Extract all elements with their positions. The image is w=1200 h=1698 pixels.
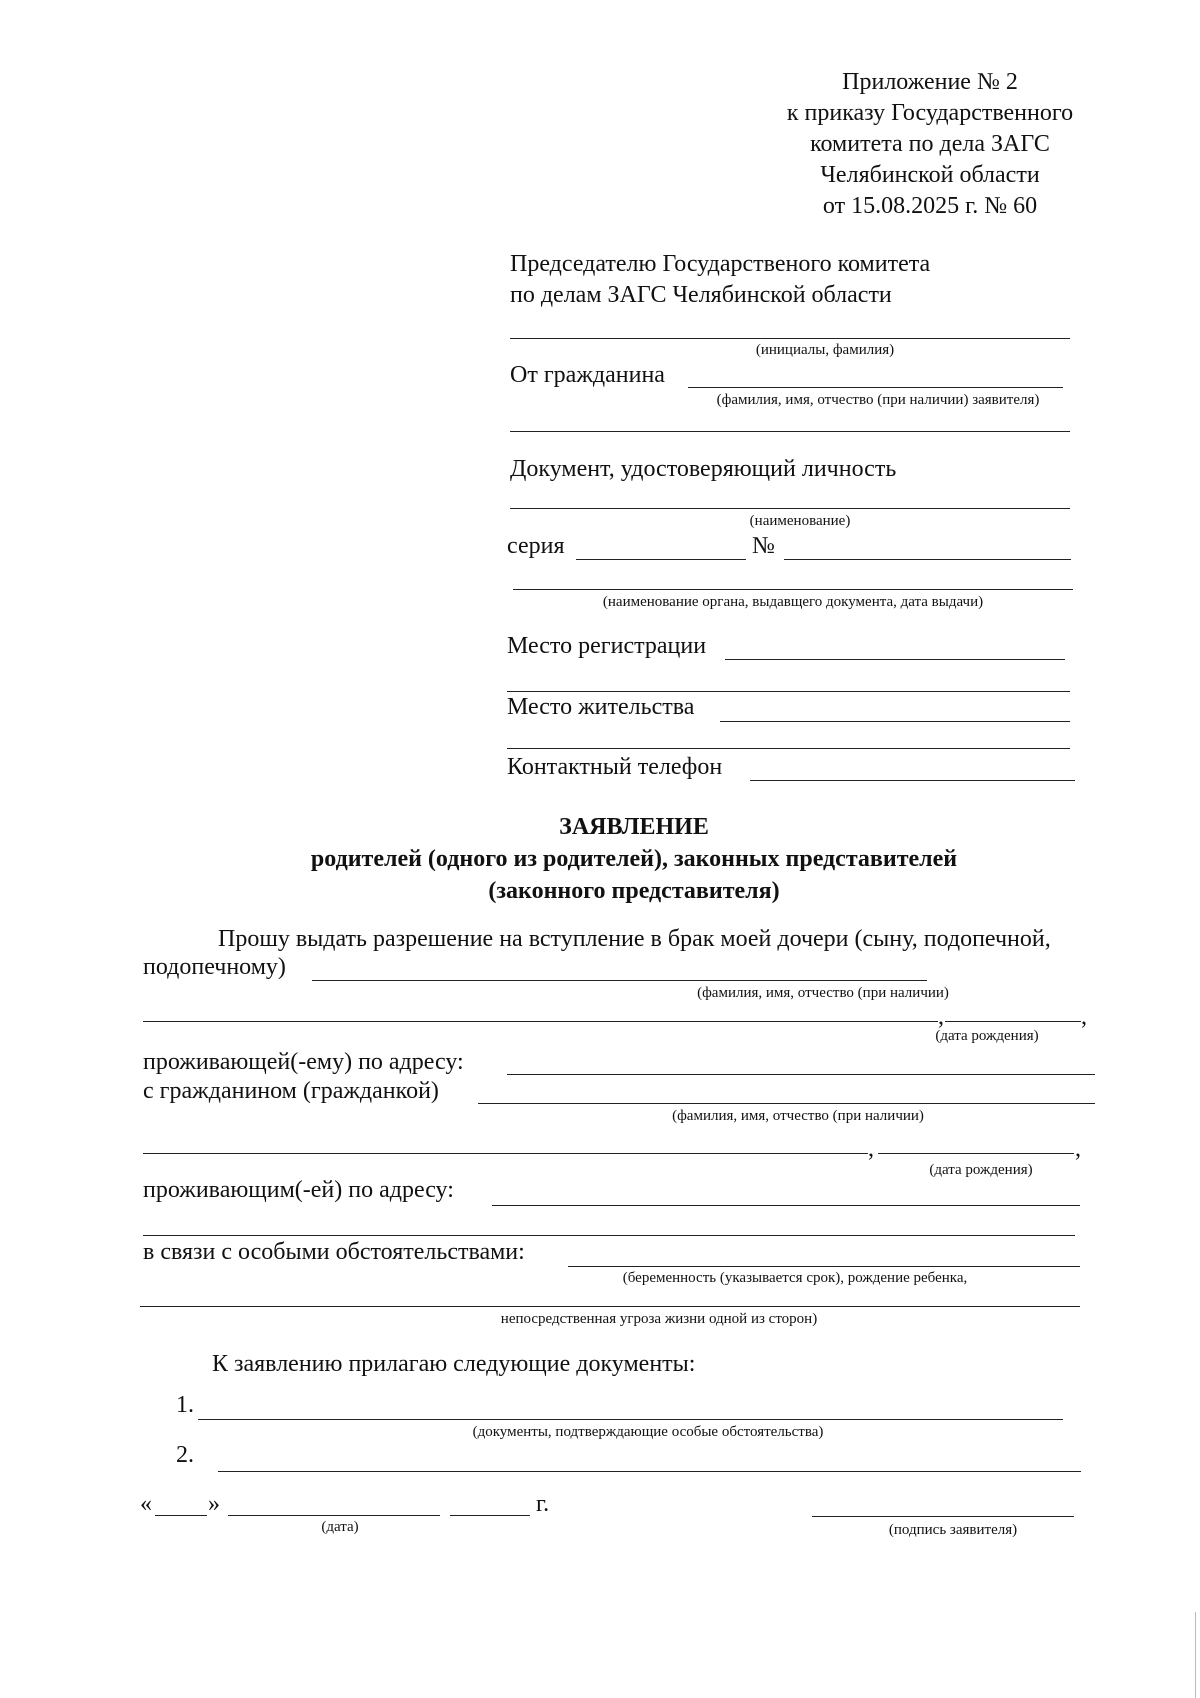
child-fio-field-2[interactable] bbox=[143, 1021, 938, 1022]
spouse-address-label: проживающим(-ей) по адресу: bbox=[143, 1177, 454, 1203]
number-label: № bbox=[752, 533, 775, 559]
registration-field-2[interactable] bbox=[507, 691, 1070, 692]
day-field[interactable] bbox=[155, 1515, 207, 1516]
month-field[interactable] bbox=[228, 1515, 440, 1516]
applicant-fio-field[interactable] bbox=[688, 387, 1063, 388]
document-subtitle-1: родителей (одного из родителей), законных представителей bbox=[310, 846, 958, 872]
comma-2: , bbox=[1081, 1004, 1087, 1030]
issuer-field[interactable] bbox=[513, 589, 1073, 590]
spouse-address-field-2[interactable] bbox=[143, 1235, 1075, 1236]
spouse-fio-field-2[interactable] bbox=[143, 1153, 868, 1154]
registration-label: Место регистрации bbox=[507, 633, 707, 659]
document-subtitle-2: (законного представителя) bbox=[488, 878, 780, 904]
signature-hint: (подпись заявителя) bbox=[888, 1522, 1018, 1538]
phone-label: Контактный телефон bbox=[507, 754, 723, 780]
comma-1: , bbox=[938, 1004, 944, 1030]
spouse-birth-date-hint: (дата рождения) bbox=[929, 1162, 1033, 1178]
appendix-order-ref: к приказу Государственного bbox=[786, 100, 1074, 126]
spouse-birth-date-field[interactable] bbox=[878, 1153, 1074, 1154]
circumstances-hint-1: (беременность (указывается срок), рождение ребенка, bbox=[622, 1270, 968, 1286]
attachments-intro: К заявлению прилагаю следующие документы: bbox=[212, 1351, 696, 1377]
phone-field[interactable] bbox=[750, 780, 1075, 781]
scan-edge-mark bbox=[1195, 1612, 1196, 1698]
child-fio-field[interactable] bbox=[312, 980, 927, 981]
residence-field-2[interactable] bbox=[507, 748, 1070, 749]
spouse-label: с гражданином (гражданкой) bbox=[143, 1078, 439, 1104]
from-citizen-label: От гражданина bbox=[510, 362, 665, 388]
applicant-fio-hint: (фамилия, имя, отчество (при наличии) заявителя) bbox=[716, 392, 1040, 408]
date-hint: (дата) bbox=[321, 1519, 359, 1535]
child-address-field[interactable] bbox=[507, 1074, 1095, 1075]
request-line-2: подопечному) bbox=[143, 954, 286, 980]
registration-field[interactable] bbox=[725, 659, 1065, 660]
id-document-name-field[interactable] bbox=[510, 508, 1070, 509]
spouse-fio-field[interactable] bbox=[478, 1103, 1095, 1104]
id-document-label: Документ, удостоверяющий личность bbox=[510, 456, 897, 482]
appendix-date: от 15.08.2025 г. № 60 bbox=[822, 193, 1038, 219]
attachment-2-field[interactable] bbox=[218, 1471, 1081, 1472]
series-label: серия bbox=[507, 533, 565, 559]
addressee-line-2: по делам ЗАГС Челябинской области bbox=[510, 282, 892, 308]
circumstances-field-2[interactable] bbox=[140, 1306, 1080, 1307]
issuer-hint: (наименование органа, выдавщего документа, дата выдачи) bbox=[602, 594, 984, 610]
year-suffix: г. bbox=[536, 1491, 550, 1517]
child-birth-date-hint: (дата рождения) bbox=[935, 1028, 1039, 1044]
signature-field[interactable] bbox=[812, 1516, 1074, 1517]
appendix-number: Приложение № 2 bbox=[842, 69, 1018, 95]
initials-hint: (инициалы, фамилия) bbox=[755, 342, 895, 358]
quote-close: » bbox=[208, 1491, 220, 1517]
quote-open: « bbox=[140, 1491, 152, 1517]
addressee-line-1: Председателю Государственого комитета bbox=[510, 251, 931, 277]
document-title: ЗАЯВЛЕНИЕ bbox=[559, 814, 709, 840]
id-document-name-hint: (наименование) bbox=[749, 513, 851, 529]
appendix-committee: комитета по дела ЗАГС bbox=[810, 131, 1050, 157]
child-fio-hint: (фамилия, имя, отчество (при наличии) bbox=[697, 985, 949, 1001]
residence-field[interactable] bbox=[720, 721, 1070, 722]
residence-label: Место жительства bbox=[507, 694, 695, 720]
request-line-1: Прошу выдать разрешение на вступление в брак моей дочери (сыну, подопечной, bbox=[218, 926, 1051, 952]
comma-3: , bbox=[868, 1136, 874, 1162]
number-field[interactable] bbox=[784, 559, 1071, 560]
circumstances-hint-2: непосредственная угроза жизни одной из сторон) bbox=[500, 1311, 818, 1327]
child-address-label: проживающей(-ему) по адресу: bbox=[143, 1049, 464, 1075]
spouse-fio-hint: (фамилия, имя, отчество (при наличии) bbox=[672, 1108, 924, 1124]
year-field[interactable] bbox=[450, 1515, 530, 1516]
circumstances-field[interactable] bbox=[568, 1266, 1080, 1267]
child-birth-date-field[interactable] bbox=[945, 1021, 1081, 1022]
series-field[interactable] bbox=[576, 559, 746, 560]
applicant-fio-field-2[interactable] bbox=[510, 431, 1070, 432]
spouse-address-field[interactable] bbox=[492, 1205, 1080, 1206]
circumstances-label: в связи с особыми обстоятельствами: bbox=[143, 1239, 525, 1265]
attachment-1-number: 1. bbox=[176, 1392, 194, 1418]
attachment-1-field[interactable] bbox=[198, 1419, 1063, 1420]
attachment-2-number: 2. bbox=[176, 1442, 194, 1468]
chairman-name-field[interactable] bbox=[510, 338, 1070, 339]
comma-4: , bbox=[1075, 1136, 1081, 1162]
appendix-region: Челябинской области bbox=[820, 162, 1040, 188]
attachment-1-hint: (документы, подтверждающие особые обстоятельства) bbox=[472, 1424, 824, 1440]
